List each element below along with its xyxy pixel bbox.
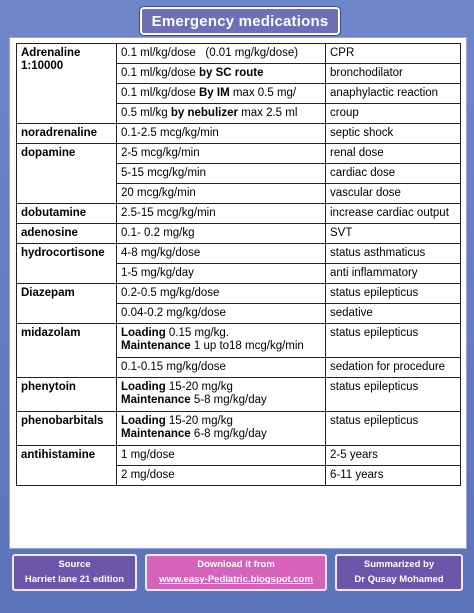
dose-text: 6-8 mg/kg/day <box>190 428 267 440</box>
table-row <box>17 44 461 64</box>
indication-cell: status epilepticus <box>326 378 461 412</box>
download-label: Download it from <box>197 559 275 570</box>
table-row <box>17 224 461 244</box>
dose-text: 0.1-0.15 mg/kg/dose <box>121 361 226 373</box>
dose-text: Maintenance <box>121 428 191 440</box>
dose-cell <box>117 466 326 486</box>
drug-name-cell: Diazepam <box>17 284 117 324</box>
indication-cell: increase cardiac output <box>326 204 461 224</box>
drug-name-cell: midazolam <box>17 324 117 378</box>
table-row <box>17 204 461 224</box>
summary-box <box>335 554 463 591</box>
indication-cell: status epilepticus <box>326 412 461 446</box>
dose-cell <box>117 164 326 184</box>
drug-name-cell: dopamine <box>17 144 117 204</box>
dose-text: by nebulizer <box>170 107 238 119</box>
dose-text: 1-5 mg/kg/day <box>121 267 194 279</box>
table-row <box>17 324 461 358</box>
dose-text: max 0.5 mg/ <box>229 87 297 99</box>
dose-text: By IM <box>198 87 230 99</box>
dose-text: 2-5 mcg/kg/min <box>121 147 200 159</box>
drug-name-cell: antihistamine <box>17 446 117 486</box>
source-value: Harriet lane 21 edition <box>24 574 125 585</box>
drug-name-cell: dobutamine <box>17 204 117 224</box>
dose-text: by SC route <box>198 67 264 79</box>
dose-cell <box>117 204 326 224</box>
page-title: Emergency medications <box>140 7 340 35</box>
indication-cell: status epilepticus <box>326 284 461 304</box>
dose-text: 0.2-0.5 mg/kg/dose <box>121 287 220 299</box>
dose-text: 1 up to18 mcg/kg/min <box>190 340 304 352</box>
indication-cell: status epilepticus <box>326 324 461 358</box>
dose-line <box>121 327 321 340</box>
dose-cell <box>117 184 326 204</box>
dose-text: 5-15 mcg/kg/min <box>121 167 207 179</box>
table-row <box>17 124 461 144</box>
indication-cell: 2-5 years <box>326 446 461 466</box>
dose-text: Loading <box>121 327 166 339</box>
dose-cell <box>117 446 326 466</box>
dose-cell <box>117 264 326 284</box>
dose-text: 0.5 ml/kg <box>121 107 171 119</box>
dose-text: Maintenance <box>121 394 191 406</box>
drug-name-cell: noradrenaline <box>17 124 117 144</box>
indication-cell: renal dose <box>326 144 461 164</box>
dose-cell <box>117 358 326 378</box>
dose-line <box>121 381 321 394</box>
dose-cell <box>117 144 326 164</box>
indication-cell: croup <box>326 104 461 124</box>
drug-name-cell: hydrocortisone <box>17 244 117 284</box>
indication-cell: sedation for procedure <box>326 358 461 378</box>
dose-line <box>121 394 321 407</box>
indication-cell: anaphylactic reaction <box>326 84 461 104</box>
dose-cell <box>117 104 326 124</box>
dose-text: 0.04-0.2 mg/kg/dose <box>121 307 226 319</box>
dose-text: 4-8 mg/kg/dose <box>121 247 201 259</box>
dose-cell <box>117 224 326 244</box>
dose-line <box>121 415 321 428</box>
dose-text: max 2.5 ml <box>237 107 298 119</box>
dose-cell <box>117 64 326 84</box>
dose-text: 0.1 ml/kg/dose <box>121 67 199 79</box>
table-row <box>17 284 461 304</box>
indication-cell: bronchodilator <box>326 64 461 84</box>
indication-cell: vascular dose <box>326 184 461 204</box>
medication-table <box>16 43 461 486</box>
dose-cell <box>117 44 326 64</box>
dose-cell <box>117 378 326 412</box>
dose-text: Maintenance <box>121 340 191 352</box>
drug-name-cell: phenytoin <box>17 378 117 412</box>
dose-text: 2.5-15 mcg/kg/min <box>121 207 216 219</box>
source-label: Source <box>58 559 91 570</box>
dose-cell <box>117 412 326 446</box>
dose-text: 0.1- 0.2 mg/kg <box>121 227 195 239</box>
dose-text: 0.1 ml/kg/dose (0.01 mg/kg/dose) <box>121 47 299 59</box>
table-row <box>17 378 461 412</box>
dose-text: 15-20 mg/kg <box>165 415 233 427</box>
dose-text: 15-20 mg/kg <box>165 381 233 393</box>
drug-name-cell: adenosine <box>17 224 117 244</box>
table-row <box>17 244 461 264</box>
dose-text: Loading <box>121 415 166 427</box>
dose-cell <box>117 284 326 304</box>
dose-cell <box>117 244 326 264</box>
medication-sheet <box>9 37 467 549</box>
dose-cell <box>117 324 326 358</box>
drug-name-cell: phenobarbitals <box>17 412 117 446</box>
dose-text: 1 mg/dose <box>121 449 175 461</box>
dose-text: 5-8 mg/kg/day <box>190 394 267 406</box>
table-row <box>17 412 461 446</box>
dose-text: Loading <box>121 381 166 393</box>
download-link[interactable]: www.easy-Pediatric.blogspot.com <box>159 574 313 585</box>
indication-cell: septic shock <box>326 124 461 144</box>
dose-text: 0.15 mg/kg. <box>165 327 230 339</box>
download-box[interactable] <box>145 554 327 591</box>
indication-cell: anti inflammatory <box>326 264 461 284</box>
summary-value: Dr Qusay Mohamed <box>354 574 444 585</box>
indication-cell: sedative <box>326 304 461 324</box>
indication-cell: SVT <box>326 224 461 244</box>
dose-text: 0.1-2.5 mcg/kg/min <box>121 127 219 139</box>
indication-cell: CPR <box>326 44 461 64</box>
dose-text: 2 mg/dose <box>121 469 175 481</box>
indication-cell: status asthmaticus <box>326 244 461 264</box>
indication-cell: 6-11 years <box>326 466 461 486</box>
dose-line <box>121 340 321 353</box>
dose-cell <box>117 124 326 144</box>
dose-text: 20 mcg/kg/min <box>121 187 196 199</box>
source-box <box>12 554 137 591</box>
drug-name-cell: Adrenaline 1:10000 <box>17 44 117 124</box>
summary-label: Summarized by <box>363 559 435 570</box>
dose-cell <box>117 304 326 324</box>
table-row <box>17 144 461 164</box>
dose-text: 0.1 ml/kg/dose <box>121 87 199 99</box>
table-row <box>17 446 461 466</box>
indication-cell: cardiac dose <box>326 164 461 184</box>
dose-line <box>121 428 321 441</box>
dose-cell <box>117 84 326 104</box>
